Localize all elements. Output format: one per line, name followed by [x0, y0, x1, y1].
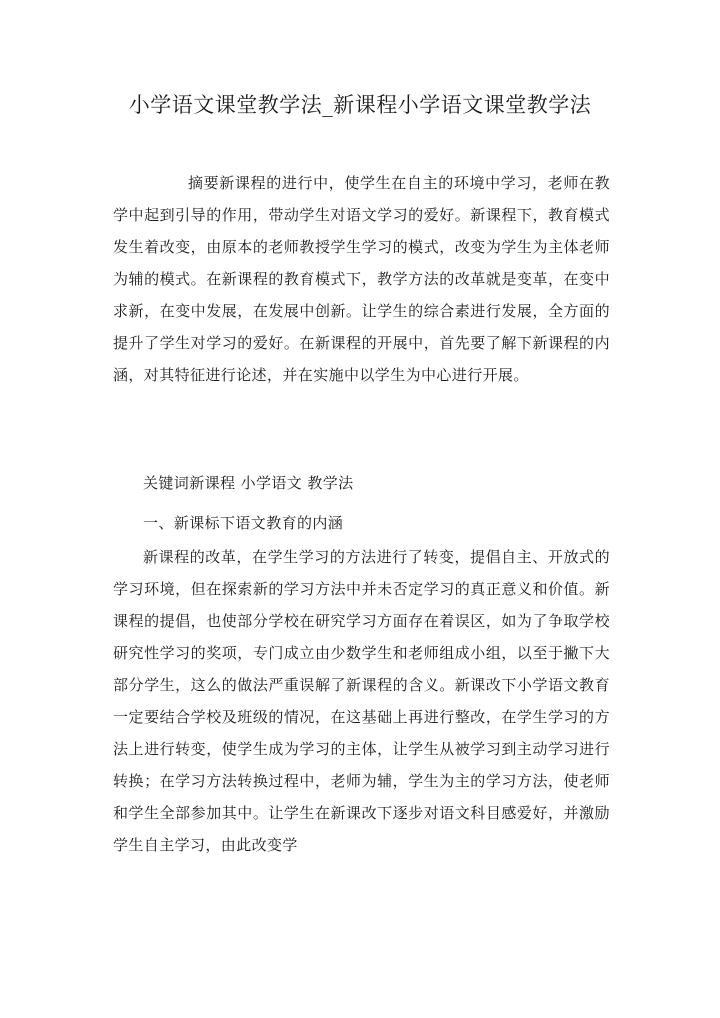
document-title: 小学语文课堂教学法_新课程小学语文课堂教学法 — [128, 93, 592, 117]
abstract-paragraph: 摘要新课程的进行中，使学生在自主的环境中学习，老师在教学中起到引导的作用，带动学生对语文学习的爱好。新课程下，教育模式发生着改变，由原本的老师教授学生学习的模式，改变为学生为主体老师为辅的模式。在新课程的教育模式下，教学方法的改革就是变革，在变中求新，在变中发展，在发展中创新。让学生的综合素进行发展，全方面的提升了学生对学习的爱好。在新课程的开展中，首先要了解下新课程的内涵，对其特征进行论述，并在实施中以学生为中心进行开展。 — [113, 174, 610, 384]
section-heading: 一、新课标下语文教育的内涵 — [143, 514, 344, 532]
keywords-line: 关键词新课程 小学语文 教学法 — [143, 474, 354, 492]
body-paragraph: 新课程的改革，在学生学习的方法进行了转变，提倡自主、开放式的学习环境，但在探索新的学习方法中并未否定学习的真正意义和价值。新课程的提倡，也使部分学校在研究学习方面存在着误区，如为了争取学校研究性学习的奖项，专门成立由少数学生和老师组成小组，以至于撇下大部分学生，这么的做法严重误解了新课程的含义。新课改下小学语文教育一定要结合学校及班级的情况，在这基础上再进行整改，在学生学习的方法上进行转变，使学生成为学习的主体，让学生从被学习到主动学习进行转换；在学习方法转换过程中，老师为辅，学生为主的学习方法，使老师和学生全部参加其中。让学生在新课改下逐步对语文科目感爱好，并激励学生自主学习，由此改变学 — [113, 548, 610, 854]
